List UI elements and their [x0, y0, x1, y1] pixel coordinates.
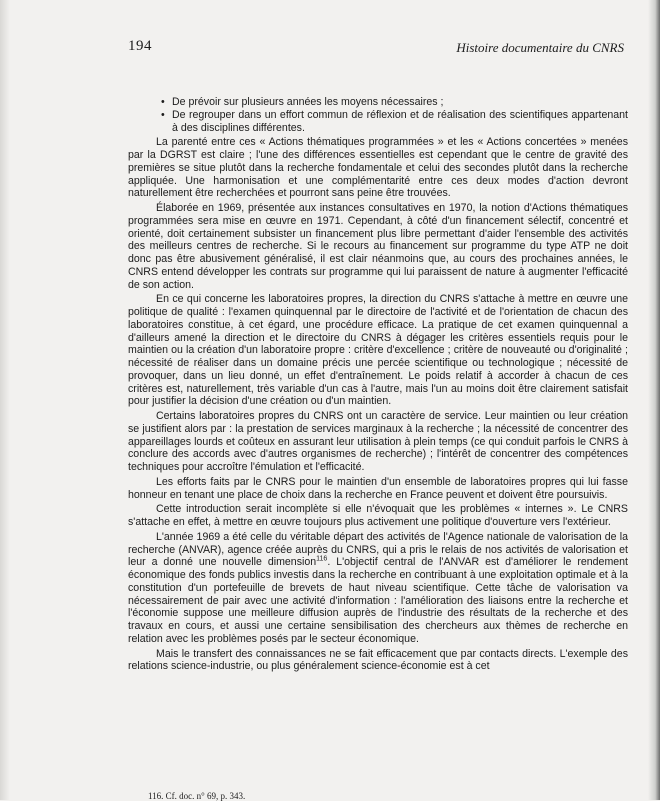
bullet-icon: • — [161, 96, 165, 108]
paragraph: En ce qui concerne les laboratoires propres, la direction du CNRS s'attache à mettre en œuvre une politique de qualité : l'examen quinquennal par le directoire de l'activité et de l'orientation de chacun des laboratoires constitue, à cet égard, une procédure efficace. La pratique de cet examen quinquennal a d'ailleurs amené la direction et le directoire du CNRS à dégager les critères essentiels requis pour le maintien ou la création d'un laboratoire propre : critère d'excellence ; critère de nouveauté ou d'originalité ; nécessité de réaliser dans un domaine précis une percée scientifique ou technologique ; nécessité de provoquer, dans un lieu donné, un effet d'entraînement. Le poids relatif à accorder à chacun de ces critères est, naturellement, très variable d'un cas à l'autre, mais l'un au moins doit être clairement satisfait pour justifier la décision d'une création ou d'un maintien. — [128, 293, 628, 408]
paragraph: La parenté entre ces « Actions thématiques programmées » et les « Actions concertées » menées par la DGRST est claire ; l'une des différences essentielles est cependant que le centre de gravité des premières se situe plutôt dans la recherche fondamentale et celui des secondes plutôt dans la recherche appliquée. Une harmonisation et une complémentarité entre ces deux modes d'action devront naturellement être recherchées et pourront sans peine être trouvées. — [128, 136, 628, 200]
paragraph-anvar — [128, 531, 628, 646]
body-text — [128, 96, 628, 675]
page-header — [128, 38, 624, 60]
anvar-text-end: . L'objectif central de l'ANVAR est d'améliorer le rendement économique des fonds publics investis dans la recherche en contribuant à une exploitation optimale et à la constitution d'un portefeuille de brevets de haut niveau scientifique. Cette tâche de valorisation va nécessairement de pair avec une activité d'information : l'amélioration des liaisons entre la recherche et l'économie suppose une meilleure diffusion auprès de l'industrie des résultats de la recherche et des travaux en cours, et aussi une certaine sensibilisation des chercheurs aux thèmes de recherche en relation avec les problèmes posés par le secteur économique. — [128, 556, 628, 645]
scan-shadow-left — [0, 0, 10, 800]
scan-shadow-right — [648, 0, 660, 800]
footnote-reference: 116 — [316, 555, 328, 563]
bullet-text: De regrouper dans un effort commun de réflexion et de réalisation des scientifiques appartenant à des disciplines différentes. — [172, 108, 628, 134]
bullet-icon: • — [161, 108, 165, 121]
paragraph: Élaborée en 1969, présentée aux instances consultatives en 1970, la notion d'Actions thématiques programmées sera mise en œuvre en 1971. Cependant, à côté d'un financement sélectif, concentré et orienté, doit certainement subsister un financement plus libre permettant d'aider l'ensemble des activités des meilleurs centres de recherche. Si le recours au financement sur programme du type ATP ne doit donc pas être abusivement généralisé, il est clair néanmoins que, au cours des prochaines années, le CNRS entend développer les contrats sur programme qui lui paraissent de nature à augmenter l'efficacité de son action. — [128, 202, 628, 291]
paragraph: Cette introduction serait incomplète si elle n'évoquait que les problèmes « internes ». Le CNRS s'attache en effet, à mettre en œuvre toujours plus activement une politique d'ouverture vers l'extérieur. — [128, 503, 628, 528]
running-title: Histoire documentaire du CNRS — [456, 40, 624, 55]
bullet-text: De prévoir sur plusieurs années les moyens nécessaires ; — [172, 96, 444, 108]
anvar-text-start: L'année 1969 a été celle du véritable départ des activités de l'Agence nationale de valorisation de la recherche (ANVAR), agence créée auprès du CNRS, qui a pris le relais de nos activités de valorisation et leur a donné une nouvelle dimension — [128, 530, 628, 569]
bullet-item — [128, 109, 628, 135]
bullet-item — [128, 96, 628, 109]
page-number: 194 — [128, 38, 152, 54]
paragraph: Certains laboratoires propres du CNRS ont un caractère de service. Leur maintien ou leur création se justifient alors par : la prestation de services marginaux à la recherche ; la nécessité de concentrer des appareillages lourds et coûteux en assurant leur utilisation à plein temps (ce qui conduit parfois le CNRS à conclure des accords avec d'autres organismes de recherche) ; l'intérêt de concentrer des compétences techniques pour accroître l'émulation et l'efficacité. — [128, 410, 628, 473]
paragraph: Les efforts faits par le CNRS pour le maintien d'un ensemble de laboratoires propres qui lui fasse honneur en tenant une place de choix dans la recherche en France peuvent et doivent être poursuivis. — [128, 475, 628, 501]
paragraph: Mais le transfert des connaissances ne se fait efficacement que par contacts directs. L'exemple des relations science-industrie, ou plus généralement science-économie est à cet — [128, 647, 628, 673]
footnote: 116. Cf. doc. n° 69, p. 343. — [148, 791, 246, 801]
